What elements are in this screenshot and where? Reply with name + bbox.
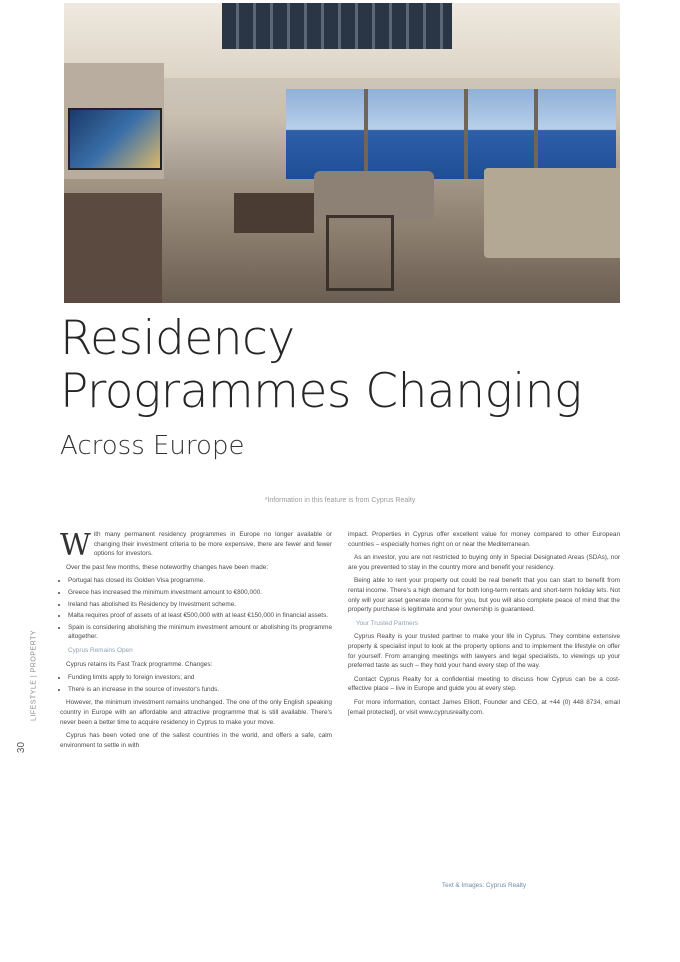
window-mullion <box>534 89 538 179</box>
paragraph: However, the minimum investment remains unchanged. The one of the only English speaking country in Europe with an affordable and attractive programme that is still available. There's never been a better time to acquire residency in Cyprus to make your move. <box>60 699 332 726</box>
paragraph: For more information, contact James Elliott, Founder and CEO, at +44 (0) 448 8734, email [email protected], or visit www.cyprusrealty.com. <box>348 698 620 716</box>
hero-photo <box>64 3 620 303</box>
cyprus-list <box>60 673 332 694</box>
subheading: Cyprus Remains Open <box>68 646 133 654</box>
list-item: • Portugal has closed its Golden Visa programme. <box>68 576 332 586</box>
upper-window <box>222 3 452 49</box>
sea-view-window <box>286 89 616 179</box>
title-line-2: Programmes Changing <box>60 364 582 419</box>
list-item: • Ireland has abolished its Residency by Investment scheme. <box>68 600 332 610</box>
window-mullion <box>464 89 468 179</box>
window-mullion <box>364 89 368 179</box>
article-title <box>60 312 582 418</box>
paragraph: Contact Cyprus Realty for a confidential meeting to discuss how Cyprus can be a cost-effective place – live in Europe and guide you at every step. <box>348 675 620 693</box>
changes-list <box>60 576 332 642</box>
list-item: • Greece has increased the minimum investment amount to €800,000. <box>68 588 332 598</box>
list-item: • Funding limits apply to foreign investors; and <box>68 673 332 683</box>
list-item: • Spain is considering abolishing the minimum investment amount or abolishing its programme altogether. <box>68 623 332 642</box>
armchair <box>64 193 162 303</box>
paragraph: Cyprus retains its Fast Track programme. Changes: <box>66 660 213 668</box>
paragraph: Being able to rent your property out could be real benefit that you can start to benefit from rental income. There's a high demand for both long-term rentals and short-term holiday lets. Not only will your asset generate income for you, but you will also complete peace of mind that the property purchase is legitimate and your ownership is guaranteed. <box>348 577 620 614</box>
right-column <box>348 530 620 721</box>
dining-area <box>484 168 620 258</box>
tv-screen <box>68 108 162 170</box>
drop-cap: W <box>60 528 91 563</box>
paragraph: As an investor, you are not restricted to buying only in Special Designated Areas (SDAs), nor are you prevented to stay in the country more and benefit your residency. <box>348 554 620 571</box>
page-number: 30 <box>16 741 28 754</box>
paragraph: Cyprus has been voted one of the safest countries in the world, and offers a safe, calm environment to settle in with <box>60 732 332 749</box>
section-label: LIFESTYLE | PROPERTY <box>30 629 38 722</box>
paragraph: Cyprus Realty is your trusted partner to make your life in Cyprus. They combine extensive property & specialist input to look at the property options and to implement the lifestyle on offer for yourself. From arranging meetings with lawyers and legal specialists, to viewings up your preferred taste as such – they hold your hand every step of the way. <box>348 633 620 670</box>
sofa <box>314 171 434 221</box>
list-item: • Malta requires proof of assets of at least €500,000 with at least €150,000 in financial assets. <box>68 611 332 621</box>
title-line-1: Residency <box>60 311 295 366</box>
intro-paragraph: With many permanent residency programmes in Europe no longer available or changing their investment criteria to be more expensive, there are fewer and fewer options for investors. <box>60 528 332 563</box>
list-item: • There is an increase in the source of investor's funds. <box>68 685 332 695</box>
paragraph: Over the past few months, these noteworthy changes have been made: <box>66 563 269 571</box>
coffee-table <box>234 193 314 233</box>
image-credit: Text & Images: Cyprus Realty <box>441 882 527 889</box>
left-column <box>60 530 332 754</box>
byline: *Information in this feature is from Cyprus Realty <box>264 497 416 504</box>
subheading: Your Trusted Partners <box>356 619 418 627</box>
side-table <box>326 215 394 291</box>
article-subtitle: Across Europe <box>60 431 245 461</box>
paragraph: impact. Properties in Cyprus offer excellent value for money compared to other European countries – especially homes right on or near the Mediterranean. <box>348 531 620 548</box>
